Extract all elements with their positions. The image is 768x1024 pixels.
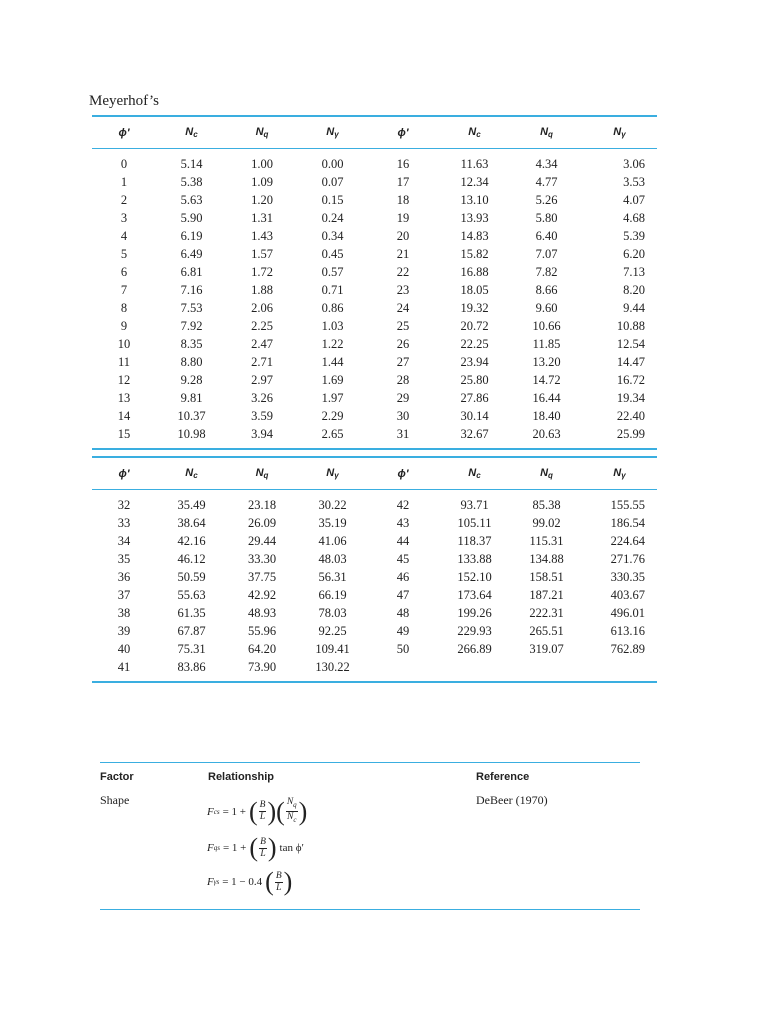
fraction-b-over-l: $\frac{B}{L}$ xyxy=(275,870,282,893)
cell-nc: 7.53 xyxy=(180,301,203,315)
cell-nc: 10.98 xyxy=(156,425,227,449)
table-row xyxy=(92,263,657,281)
cell-nq: 9.60 xyxy=(535,301,558,315)
cell-nq: 14.72 xyxy=(532,373,561,387)
cell-nq: 319.07 xyxy=(529,642,564,656)
cell-nq: 1.57 xyxy=(251,247,273,261)
cell-nq: 85.38 xyxy=(532,498,561,512)
cell-phi: 31 xyxy=(368,425,438,449)
cell-ngamma: 22.40 xyxy=(616,409,645,423)
cell-ngamma: 1.97 xyxy=(321,391,344,405)
cell-nc: 229.93 xyxy=(457,624,492,638)
cell-phi: 50 xyxy=(396,642,410,656)
cell-nq: 1.20 xyxy=(251,193,273,207)
cell-ngamma: 4.07 xyxy=(623,193,645,207)
cell-nc: 6.19 xyxy=(180,229,203,243)
cell-nc: 50.59 xyxy=(177,570,206,584)
cell-nc: 83.86 xyxy=(156,658,227,682)
cell-nc: 14.83 xyxy=(460,229,489,243)
cell-ngamma: 5.39 xyxy=(623,229,645,243)
header-nc: $N_c$ xyxy=(438,116,511,149)
cell-phi: 41 xyxy=(92,658,156,682)
page-title: Meyerhof’s xyxy=(89,93,159,109)
cell-nq: 1.09 xyxy=(251,175,273,189)
cell-phi: 26 xyxy=(396,337,410,351)
cell-nc: 266.89 xyxy=(457,642,492,656)
cell-phi: 0 xyxy=(120,157,128,171)
cell-nq: 158.51 xyxy=(529,570,564,584)
cell-phi: 32 xyxy=(117,498,131,512)
cell-nq: 13.20 xyxy=(532,355,561,369)
cell-ngamma: 109.41 xyxy=(315,642,350,656)
cell-nc: 61.35 xyxy=(177,606,206,620)
cell-nc: 23.94 xyxy=(460,355,489,369)
cell-nq: 222.31 xyxy=(529,606,564,620)
cell-phi: 28 xyxy=(396,373,410,387)
fraction-b-over-l: $\frac{B}{L}$ xyxy=(259,800,266,822)
cell-nc: 18.05 xyxy=(460,283,489,297)
cell-nc: 13.10 xyxy=(460,193,489,207)
cell-ngamma: 0.45 xyxy=(321,247,344,261)
cell-ngamma: 330.35 xyxy=(610,570,645,584)
cell-ngamma: 4.68 xyxy=(623,211,645,225)
table-row xyxy=(92,622,657,640)
cell-nc: 199.26 xyxy=(457,606,492,620)
cell-nq xyxy=(511,658,582,682)
table-row xyxy=(92,281,657,299)
cell-nc: 27.86 xyxy=(460,391,489,405)
cell-nq: 29.44 xyxy=(247,534,277,548)
cell-phi: 45 xyxy=(396,552,410,566)
cell-phi: 25 xyxy=(396,319,410,333)
cell-phi: 23 xyxy=(396,283,410,297)
reference-debeer: DeBeer (1970) xyxy=(476,793,548,807)
cell-ngamma: 56.31 xyxy=(318,570,347,584)
cell-nc: 6.49 xyxy=(180,247,203,261)
cell-ngamma: 0.34 xyxy=(321,229,344,243)
cell-ngamma: 186.54 xyxy=(610,516,645,530)
cell-phi: 14 xyxy=(117,409,131,423)
cell-phi: 33 xyxy=(117,516,131,530)
header-nq: $N_q$ xyxy=(227,457,297,490)
cell-ngamma: 762.89 xyxy=(610,642,645,656)
cell-nq: 265.51 xyxy=(529,624,564,638)
cell-phi: 6 xyxy=(120,265,128,279)
cell-nq: 1.88 xyxy=(251,283,273,297)
table-row xyxy=(92,640,657,658)
cell-ngamma: 7.13 xyxy=(623,265,645,279)
cell-phi: 48 xyxy=(396,606,410,620)
cell-nc: 38.64 xyxy=(177,516,206,530)
cell-nq: 10.66 xyxy=(532,319,561,333)
cell-nq: 11.85 xyxy=(532,337,561,351)
cell-nc: 67.87 xyxy=(177,624,206,638)
cell-phi: 8 xyxy=(120,301,128,315)
cell-ngamma: 403.67 xyxy=(610,588,645,602)
cell-ngamma: 2.65 xyxy=(297,425,368,449)
cell-nq: 115.31 xyxy=(529,534,564,548)
cell-nc: 7.16 xyxy=(180,283,203,297)
cell-ngamma: 41.06 xyxy=(318,534,347,548)
cell-nc: 118.37 xyxy=(457,534,492,548)
table-row xyxy=(92,173,657,191)
cell-ngamma: 12.54 xyxy=(616,337,645,351)
cell-nq: 4.77 xyxy=(535,175,558,189)
cell-phi: 38 xyxy=(117,606,131,620)
cell-ngamma: 0.07 xyxy=(321,175,344,189)
cell-ngamma: 19.34 xyxy=(616,391,645,405)
table-header-row xyxy=(92,457,657,490)
cell-ngamma: 1.44 xyxy=(321,355,344,369)
cell-phi: 17 xyxy=(396,175,410,189)
cell-nc: 5.38 xyxy=(180,175,203,189)
cell-nq: 1.31 xyxy=(251,211,273,225)
cell-phi: 42 xyxy=(396,498,410,512)
cell-nc: 5.63 xyxy=(180,193,203,207)
header-phi: ϕ′ xyxy=(92,457,156,490)
header-nc: $N_c$ xyxy=(156,116,227,149)
cell-phi: 19 xyxy=(396,211,410,225)
cell-nc: 32.67 xyxy=(438,425,511,449)
table-row xyxy=(92,490,657,515)
cell-nq: 3.26 xyxy=(251,391,273,405)
cell-ngamma: 3.06 xyxy=(623,157,645,171)
cell-nq: 23.18 xyxy=(247,498,277,512)
cell-ngamma: 496.01 xyxy=(610,606,645,620)
shape-factor-table xyxy=(100,762,640,910)
cell-nc: 22.25 xyxy=(460,337,489,351)
cell-phi: 22 xyxy=(396,265,410,279)
cell-nq: 134.88 xyxy=(529,552,564,566)
cell-phi: 20 xyxy=(396,229,410,243)
cell-phi: 47 xyxy=(396,588,410,602)
cell-ngamma: 10.88 xyxy=(616,319,645,333)
cell-ngamma: 130.22 xyxy=(297,658,368,682)
cell-ngamma: 1.69 xyxy=(321,373,344,387)
cell-ngamma: 613.16 xyxy=(610,624,645,638)
cell-nc: 13.93 xyxy=(460,211,489,225)
cell-nc: 5.14 xyxy=(180,157,203,171)
cell-nq: 2.71 xyxy=(251,355,273,369)
bearing-capacity-table-1 xyxy=(92,115,657,450)
cell-phi: 35 xyxy=(117,552,131,566)
cell-nq: 99.02 xyxy=(532,516,561,530)
fraction-nq-over-nc: $\frac{N_q}{N_c}$ xyxy=(286,797,297,824)
cell-nq: 187.21 xyxy=(529,588,564,602)
cell-nc: 35.49 xyxy=(177,498,206,512)
cell-nq: 16.44 xyxy=(532,391,561,405)
factor-header: Factor xyxy=(100,771,134,783)
cell-nc: 20.72 xyxy=(460,319,489,333)
cell-nq: 26.09 xyxy=(247,516,277,530)
cell-nc: 11.63 xyxy=(460,157,489,171)
cell-nc: 46.12 xyxy=(177,552,206,566)
table-row xyxy=(92,245,657,263)
cell-ngamma: 6.20 xyxy=(623,247,645,261)
cell-nc: 173.64 xyxy=(457,588,492,602)
table-header-row xyxy=(92,116,657,149)
table-row xyxy=(92,191,657,209)
cell-phi: 5 xyxy=(120,247,128,261)
cell-ngamma: 0.71 xyxy=(321,283,344,297)
cell-nc: 5.90 xyxy=(180,211,203,225)
cell-phi: 21 xyxy=(396,247,410,261)
table-row xyxy=(92,658,657,682)
cell-nc: 9.28 xyxy=(180,373,203,387)
cell-nq: 5.26 xyxy=(535,193,558,207)
cell-phi: 49 xyxy=(396,624,410,638)
cell-nc: 10.37 xyxy=(177,409,206,423)
cell-ngamma: 3.53 xyxy=(623,175,645,189)
cell-ngamma: 9.44 xyxy=(623,301,645,315)
cell-ngamma: 14.47 xyxy=(616,355,645,369)
cell-ngamma: 0.57 xyxy=(321,265,344,279)
cell-nq: 5.80 xyxy=(535,211,558,225)
table-row xyxy=(92,407,657,425)
cell-phi: 27 xyxy=(396,355,410,369)
cell-ngamma: 66.19 xyxy=(318,588,347,602)
cell-nq: 2.97 xyxy=(251,373,273,387)
cell-phi: 18 xyxy=(396,193,410,207)
cell-nc: 8.80 xyxy=(180,355,203,369)
cell-phi: 39 xyxy=(117,624,131,638)
cell-phi: 3 xyxy=(120,211,128,225)
cell-phi: 40 xyxy=(117,642,131,656)
cell-nc xyxy=(438,658,511,682)
header-nq: $N_q$ xyxy=(511,457,582,490)
cell-nc: 105.11 xyxy=(457,516,492,530)
cell-nq: 55.96 xyxy=(247,624,277,638)
table-row xyxy=(92,550,657,568)
cell-ngamma: 8.20 xyxy=(623,283,645,297)
cell-ngamma: 78.03 xyxy=(318,606,347,620)
header-phi: ϕ′ xyxy=(368,116,438,149)
cell-nq: 20.63 xyxy=(511,425,582,449)
cell-phi: 9 xyxy=(120,319,128,333)
bearing-capacity-table-2 xyxy=(92,456,657,683)
cell-phi: 44 xyxy=(396,534,410,548)
cell-ngamma: 92.25 xyxy=(318,624,347,638)
header-nq: $N_q$ xyxy=(511,116,582,149)
cell-nc: 12.34 xyxy=(460,175,489,189)
table-row xyxy=(92,209,657,227)
table-row xyxy=(92,227,657,245)
cell-ngamma: 0.24 xyxy=(321,211,344,225)
reference-header: Reference xyxy=(476,771,530,783)
factor-shape: Shape xyxy=(100,793,130,807)
cell-nq: 2.25 xyxy=(251,319,273,333)
cell-phi: 10 xyxy=(117,337,131,351)
cell-ngamma: 0.00 xyxy=(321,157,344,171)
table-row xyxy=(92,604,657,622)
cell-nc: 42.16 xyxy=(177,534,206,548)
cell-nc: 9.81 xyxy=(180,391,203,405)
cell-nc: 25.80 xyxy=(460,373,489,387)
cell-phi: 24 xyxy=(396,301,410,315)
cell-nc: 133.88 xyxy=(457,552,492,566)
cell-phi: 34 xyxy=(117,534,131,548)
table-row xyxy=(92,353,657,371)
cell-nc: 7.92 xyxy=(180,319,203,333)
cell-nc: 6.81 xyxy=(180,265,203,279)
cell-nc: 30.14 xyxy=(460,409,489,423)
header-ngamma: $N_\gamma$ xyxy=(582,457,657,490)
cell-phi: 30 xyxy=(396,409,410,423)
cell-nq: 2.47 xyxy=(251,337,273,351)
cell-nq: 64.20 xyxy=(247,642,277,656)
cell-nq: 3.94 xyxy=(227,425,297,449)
cell-nc: 152.10 xyxy=(457,570,492,584)
cell-phi: 46 xyxy=(396,570,410,584)
cell-ngamma: 48.03 xyxy=(318,552,347,566)
cell-nq: 1.00 xyxy=(251,157,273,171)
table-row xyxy=(92,532,657,550)
header-nc: $N_c$ xyxy=(156,457,227,490)
cell-nq: 2.06 xyxy=(251,301,273,315)
cell-nc: 8.35 xyxy=(180,337,203,351)
cell-nc: 75.31 xyxy=(177,642,206,656)
cell-phi: 2 xyxy=(120,193,128,207)
header-phi: ϕ′ xyxy=(368,457,438,490)
cell-nc: 15.82 xyxy=(460,247,489,261)
header-phi: ϕ′ xyxy=(92,116,156,149)
formula-fgammas: F γs = 1 − 0.4 ( $\frac{B}{L}$ ) xyxy=(207,867,293,896)
table-row xyxy=(92,514,657,532)
header-nq: $N_q$ xyxy=(227,116,297,149)
cell-phi: 12 xyxy=(117,373,131,387)
cell-phi: 13 xyxy=(117,391,131,405)
cell-phi: 1 xyxy=(120,175,128,189)
cell-ngamma xyxy=(582,658,657,682)
cell-nq: 42.92 xyxy=(247,588,277,602)
cell-nc: 19.32 xyxy=(460,301,489,315)
header-ngamma: $N_\gamma$ xyxy=(297,457,368,490)
cell-phi xyxy=(368,658,438,682)
cell-ngamma: 30.22 xyxy=(318,498,347,512)
table-row xyxy=(92,389,657,407)
table-row xyxy=(92,586,657,604)
cell-phi: 11 xyxy=(117,355,131,369)
formula-fqs: F qs = 1 + ( $\frac{B}{L}$ ) tan ϕ′ xyxy=(207,833,304,862)
cell-nq: 48.93 xyxy=(247,606,277,620)
relationship-header: Relationship xyxy=(208,771,275,783)
cell-nq: 33.30 xyxy=(247,552,277,566)
cell-phi: 29 xyxy=(396,391,410,405)
header-ngamma: $N_\gamma$ xyxy=(297,116,368,149)
cell-nq: 73.90 xyxy=(227,658,297,682)
cell-nq: 1.43 xyxy=(251,229,273,243)
cell-nq: 1.72 xyxy=(251,265,273,279)
cell-ngamma: 1.03 xyxy=(321,319,344,333)
cell-ngamma: 16.72 xyxy=(616,373,645,387)
cell-phi: 7 xyxy=(120,283,128,297)
table-row xyxy=(92,299,657,317)
cell-nc: 16.88 xyxy=(460,265,489,279)
cell-nq: 3.59 xyxy=(251,409,273,423)
cell-nq: 7.82 xyxy=(535,265,558,279)
fraction-b-over-l: $\frac{B}{L}$ xyxy=(260,836,266,859)
header-nc: $N_c$ xyxy=(438,457,511,490)
table-row xyxy=(92,149,657,174)
cell-nq: 18.40 xyxy=(532,409,561,423)
table-row xyxy=(92,568,657,586)
cell-phi: 4 xyxy=(120,229,128,243)
cell-ngamma: 155.55 xyxy=(610,498,645,512)
cell-phi: 15 xyxy=(92,425,156,449)
formula-fcs: F cs = 1 + ( $\frac{B}{L}$ ) ( $\frac{N_q}{N_c}$ ) xyxy=(207,796,308,826)
cell-ngamma: 271.76 xyxy=(610,552,645,566)
header-ngamma: $N_\gamma$ xyxy=(582,116,657,149)
cell-phi: 43 xyxy=(396,516,410,530)
cell-nq: 6.40 xyxy=(535,229,558,243)
cell-phi: 36 xyxy=(117,570,131,584)
cell-nq: 4.34 xyxy=(535,157,558,171)
table-row xyxy=(92,335,657,353)
cell-ngamma: 0.86 xyxy=(321,301,344,315)
cell-ngamma: 0.15 xyxy=(321,193,344,207)
cell-nc: 93.71 xyxy=(460,498,489,512)
table-row xyxy=(92,425,657,449)
cell-ngamma: 2.29 xyxy=(321,409,344,423)
table-row xyxy=(92,371,657,389)
cell-phi: 37 xyxy=(117,588,131,602)
cell-nq: 37.75 xyxy=(247,570,277,584)
cell-ngamma: 224.64 xyxy=(610,534,645,548)
cell-phi: 16 xyxy=(396,157,410,171)
cell-nq: 7.07 xyxy=(535,247,558,261)
cell-ngamma: 35.19 xyxy=(318,516,347,530)
cell-ngamma: 1.22 xyxy=(321,337,344,351)
cell-nc: 55.63 xyxy=(177,588,206,602)
table-row xyxy=(92,317,657,335)
cell-nq: 8.66 xyxy=(535,283,558,297)
cell-ngamma: 25.99 xyxy=(582,425,657,449)
